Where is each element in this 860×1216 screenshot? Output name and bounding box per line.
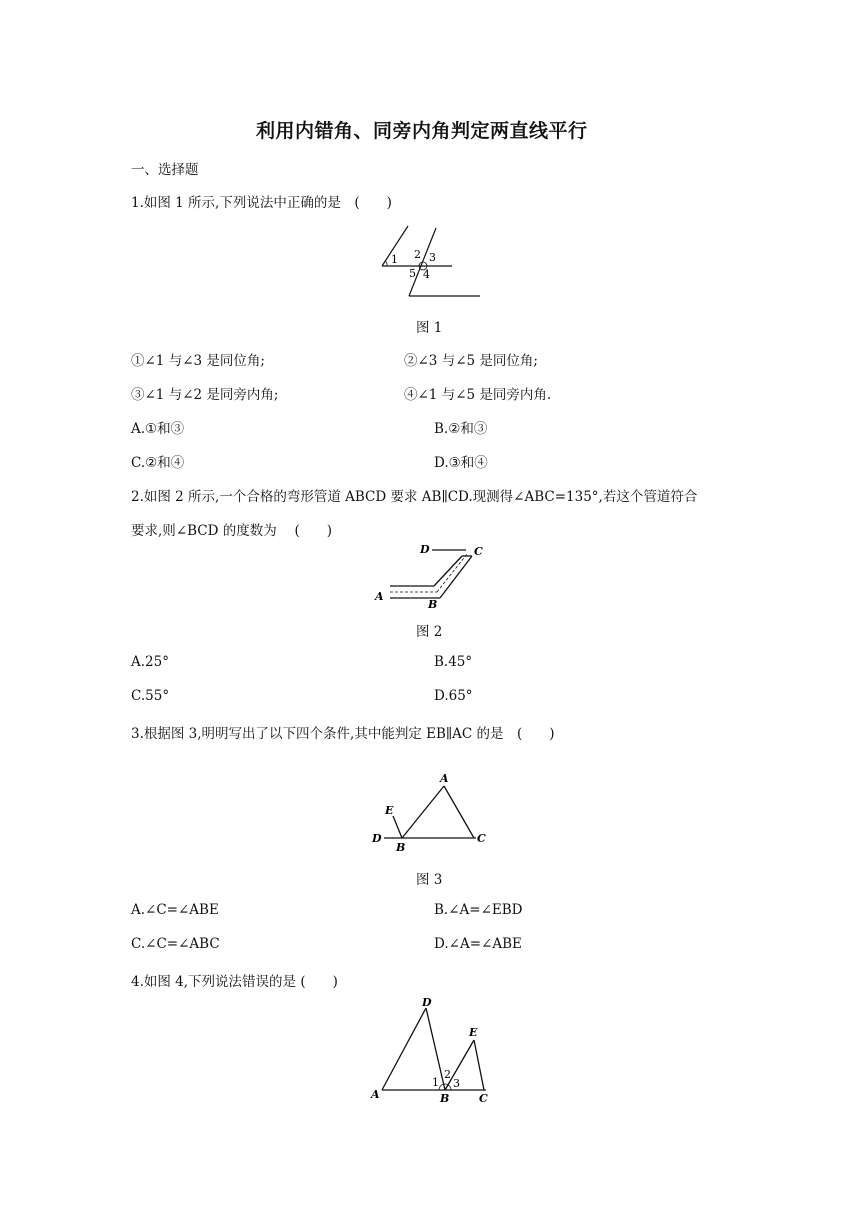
q3-option-d: D.∠A=∠ABE xyxy=(434,936,522,952)
q3-stem: 3.根据图 3,明明写出了以下四个条件,其中能判定 EB∥AC 的是 ( ) xyxy=(131,726,555,742)
fig3-label-d: D xyxy=(372,832,382,845)
q3-option-a: A.∠C=∠ABE xyxy=(131,902,219,918)
fig4-label-d: D xyxy=(422,996,432,1009)
q1-statement-1: ①∠1 与∠3 是同位角; xyxy=(131,353,265,369)
fig4-label-1: 1 xyxy=(432,1076,439,1089)
q2-option-c: C.55° xyxy=(131,688,170,704)
figure-1 xyxy=(370,222,490,302)
fig4-label-b: B xyxy=(440,1092,450,1105)
fig3-label-e: E xyxy=(385,804,394,817)
fig4-label-3: 3 xyxy=(453,1077,460,1090)
fig2-label-d: D xyxy=(420,543,430,556)
q3-option-c: C.∠C=∠ABC xyxy=(131,936,220,952)
q3-option-b: B.∠A=∠EBD xyxy=(434,902,523,918)
fig3-label-c: C xyxy=(477,832,486,845)
q2-stem-line1: 2.如图 2 所示,一个合格的弯形管道 ABCD 要求 AB∥CD.现测得∠ABC=135°,若这个管道符合 xyxy=(131,489,698,505)
fig1-label-5: 5 xyxy=(409,267,416,280)
fig2-label-b: B xyxy=(428,598,438,611)
fig1-label-4: 4 xyxy=(423,268,430,281)
fig2-label-a: A xyxy=(375,590,384,603)
section-heading: 一、选择题 xyxy=(131,162,199,178)
q1-option-d: D.③和④ xyxy=(434,455,488,471)
q2-caption: 图 2 xyxy=(416,624,443,640)
fig1-label-2: 2 xyxy=(414,248,421,261)
fig1-label-3: 3 xyxy=(429,251,436,264)
q4-stem: 4.如图 4,下列说法错误的是 ( ) xyxy=(131,974,338,990)
q2-option-b: B.45° xyxy=(434,654,473,670)
q3-caption: 图 3 xyxy=(416,872,443,888)
figure-4 xyxy=(366,994,496,1106)
figure-3 xyxy=(366,772,496,854)
figure-2 xyxy=(372,542,492,612)
q2-option-d: D.65° xyxy=(434,688,473,704)
q1-option-b: B.②和③ xyxy=(434,421,488,437)
q1-statement-4: ④∠1 与∠5 是同旁内角. xyxy=(404,387,552,403)
fig4-label-2: 2 xyxy=(444,1068,451,1081)
q1-caption: 图 1 xyxy=(416,320,443,336)
fig4-label-c: C xyxy=(479,1092,488,1105)
fig1-label-1: 1 xyxy=(391,253,398,266)
q1-statement-3: ③∠1 与∠2 是同旁内角; xyxy=(131,387,279,403)
fig4-label-e: E xyxy=(469,1026,478,1039)
fig3-label-b: B xyxy=(396,841,406,854)
fig2-label-c: C xyxy=(474,545,483,558)
q1-option-a: A.①和③ xyxy=(131,421,185,437)
fig4-label-a: A xyxy=(371,1088,380,1101)
fig3-label-a: A xyxy=(440,772,449,785)
page-title: 利用内错角、同旁内角判定两直线平行 xyxy=(256,120,588,142)
q2-option-a: A.25° xyxy=(131,654,169,670)
q1-statement-2: ②∠3 与∠5 是同位角; xyxy=(404,353,538,369)
q1-stem: 1.如图 1 所示,下列说法中正确的是 ( ) xyxy=(131,195,392,211)
q2-stem-line2: 要求,则∠BCD 的度数为 ( ) xyxy=(131,523,333,539)
q1-option-c: C.②和④ xyxy=(131,455,185,471)
